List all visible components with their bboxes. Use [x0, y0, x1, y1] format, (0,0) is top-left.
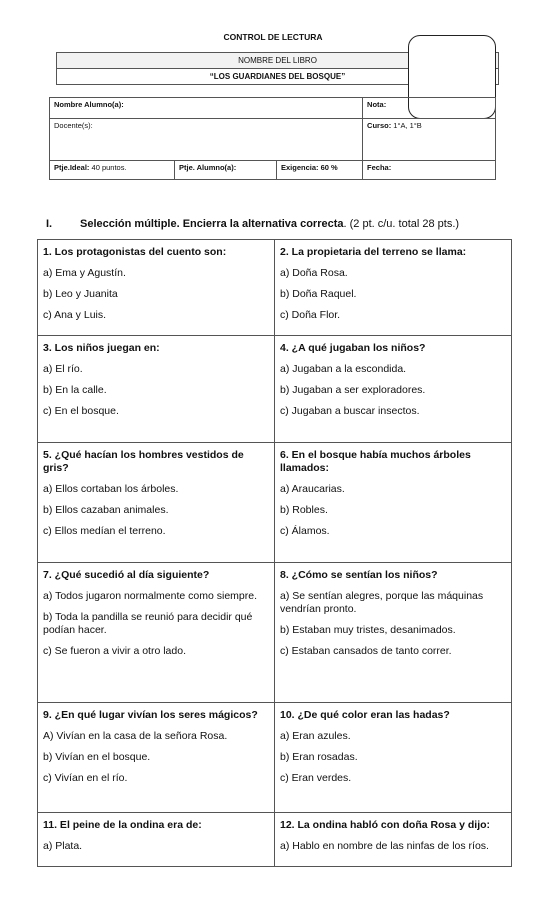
answer-option[interactable]: a) Se sentían alegres, porque las máquinas vendrían pronto. [280, 589, 484, 615]
answer-option[interactable]: b) En la calle. [43, 383, 107, 396]
student-info-table [49, 97, 496, 180]
answer-option[interactable]: A) Vivían en la casa de la señora Rosa. [43, 729, 228, 742]
grade-label: Nota: [367, 100, 387, 109]
ideal-score-value: 40 puntos. [89, 163, 127, 172]
answer-option[interactable]: b) Jugaban a ser exploradores. [280, 383, 426, 396]
questions-table [37, 239, 512, 867]
teacher-cell[interactable] [50, 119, 363, 161]
answer-option[interactable]: c) Doña Flor. [280, 309, 341, 322]
book-name: “LOS GUARDIANES DEL BOSQUE” [57, 69, 499, 85]
course-cell [363, 119, 496, 161]
question-text: 1. Los protagonistas del cuento son: [43, 246, 227, 258]
answer-option[interactable]: a) Ema y Agustín. [43, 267, 126, 280]
ideal-score-label: Ptje.Ideal: [54, 163, 90, 172]
book-label: NOMBRE DEL LIBRO [57, 53, 499, 69]
question-text: 11. El peine de la ondina era de: [43, 818, 202, 831]
answer-option[interactable]: c) Vivían en el río. [43, 771, 128, 784]
student-score-label: Ptje. Alumno(a): [179, 163, 237, 172]
question-cell [38, 240, 275, 336]
answer-option[interactable]: c) Ellos medían el terreno. [43, 525, 166, 537]
grade-cell[interactable] [363, 98, 496, 119]
answer-option[interactable]: b) Doña Raquel. [280, 288, 357, 301]
question-text: 6. En el bosque había muchos árboles llamados: [280, 448, 471, 474]
answer-option[interactable]: b) Estaban muy tristes, desanimados. [280, 623, 456, 636]
answer-option[interactable]: a) El río. [43, 362, 83, 375]
section-note: . (2 pt. c/u. total 28 pts.) [343, 218, 460, 230]
answer-option[interactable]: a) Jugaban a la escondida. [280, 362, 407, 375]
date-label: Fecha: [367, 163, 392, 172]
answer-option[interactable]: c) En el bosque. [43, 404, 119, 417]
student-name-cell[interactable] [50, 98, 363, 119]
answer-option[interactable]: b) Robles. [280, 503, 328, 516]
question-text: 9. ¿En qué lugar vivían los seres mágicos? [43, 708, 258, 721]
answer-option[interactable]: a) Todos jugaron normalmente como siempre. [43, 589, 257, 602]
section-title: Selección múltiple. Encierra la alternativa correcta [80, 218, 344, 230]
question-cell [275, 812, 512, 866]
teacher-label: Docente(s): [54, 121, 93, 130]
student-name-label: Nombre Alumno(a): [54, 100, 124, 109]
question-text: 7. ¿Qué sucedió al día siguiente? [43, 568, 210, 581]
question-cell [275, 562, 512, 702]
answer-option[interactable]: c) Eran verdes. [280, 771, 352, 784]
question-text: 10. ¿De qué color eran las hadas? [280, 708, 450, 721]
answer-option[interactable]: b) Toda la pandilla se reunió para decidir qué podían hacer. [43, 610, 253, 636]
question-cell [38, 812, 275, 866]
question-text: 3. Los niños juegan en: [43, 341, 160, 354]
question-text: 2. La propietaria del terreno se llama: [280, 246, 467, 258]
question-cell [275, 335, 512, 442]
page-title: CONTROL DE LECTURA [223, 32, 323, 42]
answer-option[interactable]: c) Ana y Luis. [43, 309, 107, 322]
answer-option[interactable]: a) Doña Rosa. [280, 267, 348, 280]
answer-option[interactable]: c) Se fueron a vivir a otro lado. [43, 645, 186, 657]
answer-option[interactable]: a) Eran azules. [280, 729, 351, 742]
ideal-score-cell [50, 161, 175, 180]
question-text: 4. ¿A qué jugaban los niños? [280, 341, 426, 354]
question-text: 8. ¿Cómo se sentían los niños? [280, 568, 438, 581]
answer-option[interactable]: a) Plata. [43, 839, 83, 852]
answer-option[interactable]: b) Vivían en el bosque. [43, 750, 151, 763]
answer-option[interactable]: c) Jugaban a buscar insectos. [280, 404, 420, 417]
answer-option[interactable]: c) Estaban cansados de tanto correr. [280, 645, 452, 657]
question-cell [38, 335, 275, 442]
answer-option[interactable]: a) Hablo en nombre de las ninfas de los ríos. [280, 839, 489, 852]
answer-option[interactable]: a) Araucarias. [280, 482, 345, 495]
course-value: 1°A, 1°B [391, 121, 422, 130]
answer-option[interactable]: c) Álamos. [280, 525, 330, 537]
date-cell[interactable] [363, 161, 496, 180]
course-label: Curso: [367, 121, 392, 130]
section-number: I. [46, 218, 53, 230]
question-cell [275, 240, 512, 336]
answer-option[interactable]: b) Leo y Juanita [43, 288, 118, 301]
section-heading [46, 218, 459, 230]
question-cell [38, 562, 275, 702]
question-cell [275, 702, 512, 812]
question-cell [38, 702, 275, 812]
answer-option[interactable]: b) Eran rosadas. [280, 750, 358, 763]
student-score-cell[interactable] [175, 161, 277, 180]
question-text: 5. ¿Qué hacían los hombres vestidos de gris? [43, 448, 244, 474]
question-cell [38, 442, 275, 562]
question-text: 12. La ondina habló con doña Rosa y dijo: [280, 818, 491, 831]
answer-option[interactable]: a) Ellos cortaban los árboles. [43, 482, 179, 495]
answer-option[interactable]: b) Ellos cazaban animales. [43, 503, 169, 516]
requirement-label: Exigencia: 60 % [281, 163, 338, 172]
question-cell [275, 442, 512, 562]
requirement-cell [277, 161, 363, 180]
